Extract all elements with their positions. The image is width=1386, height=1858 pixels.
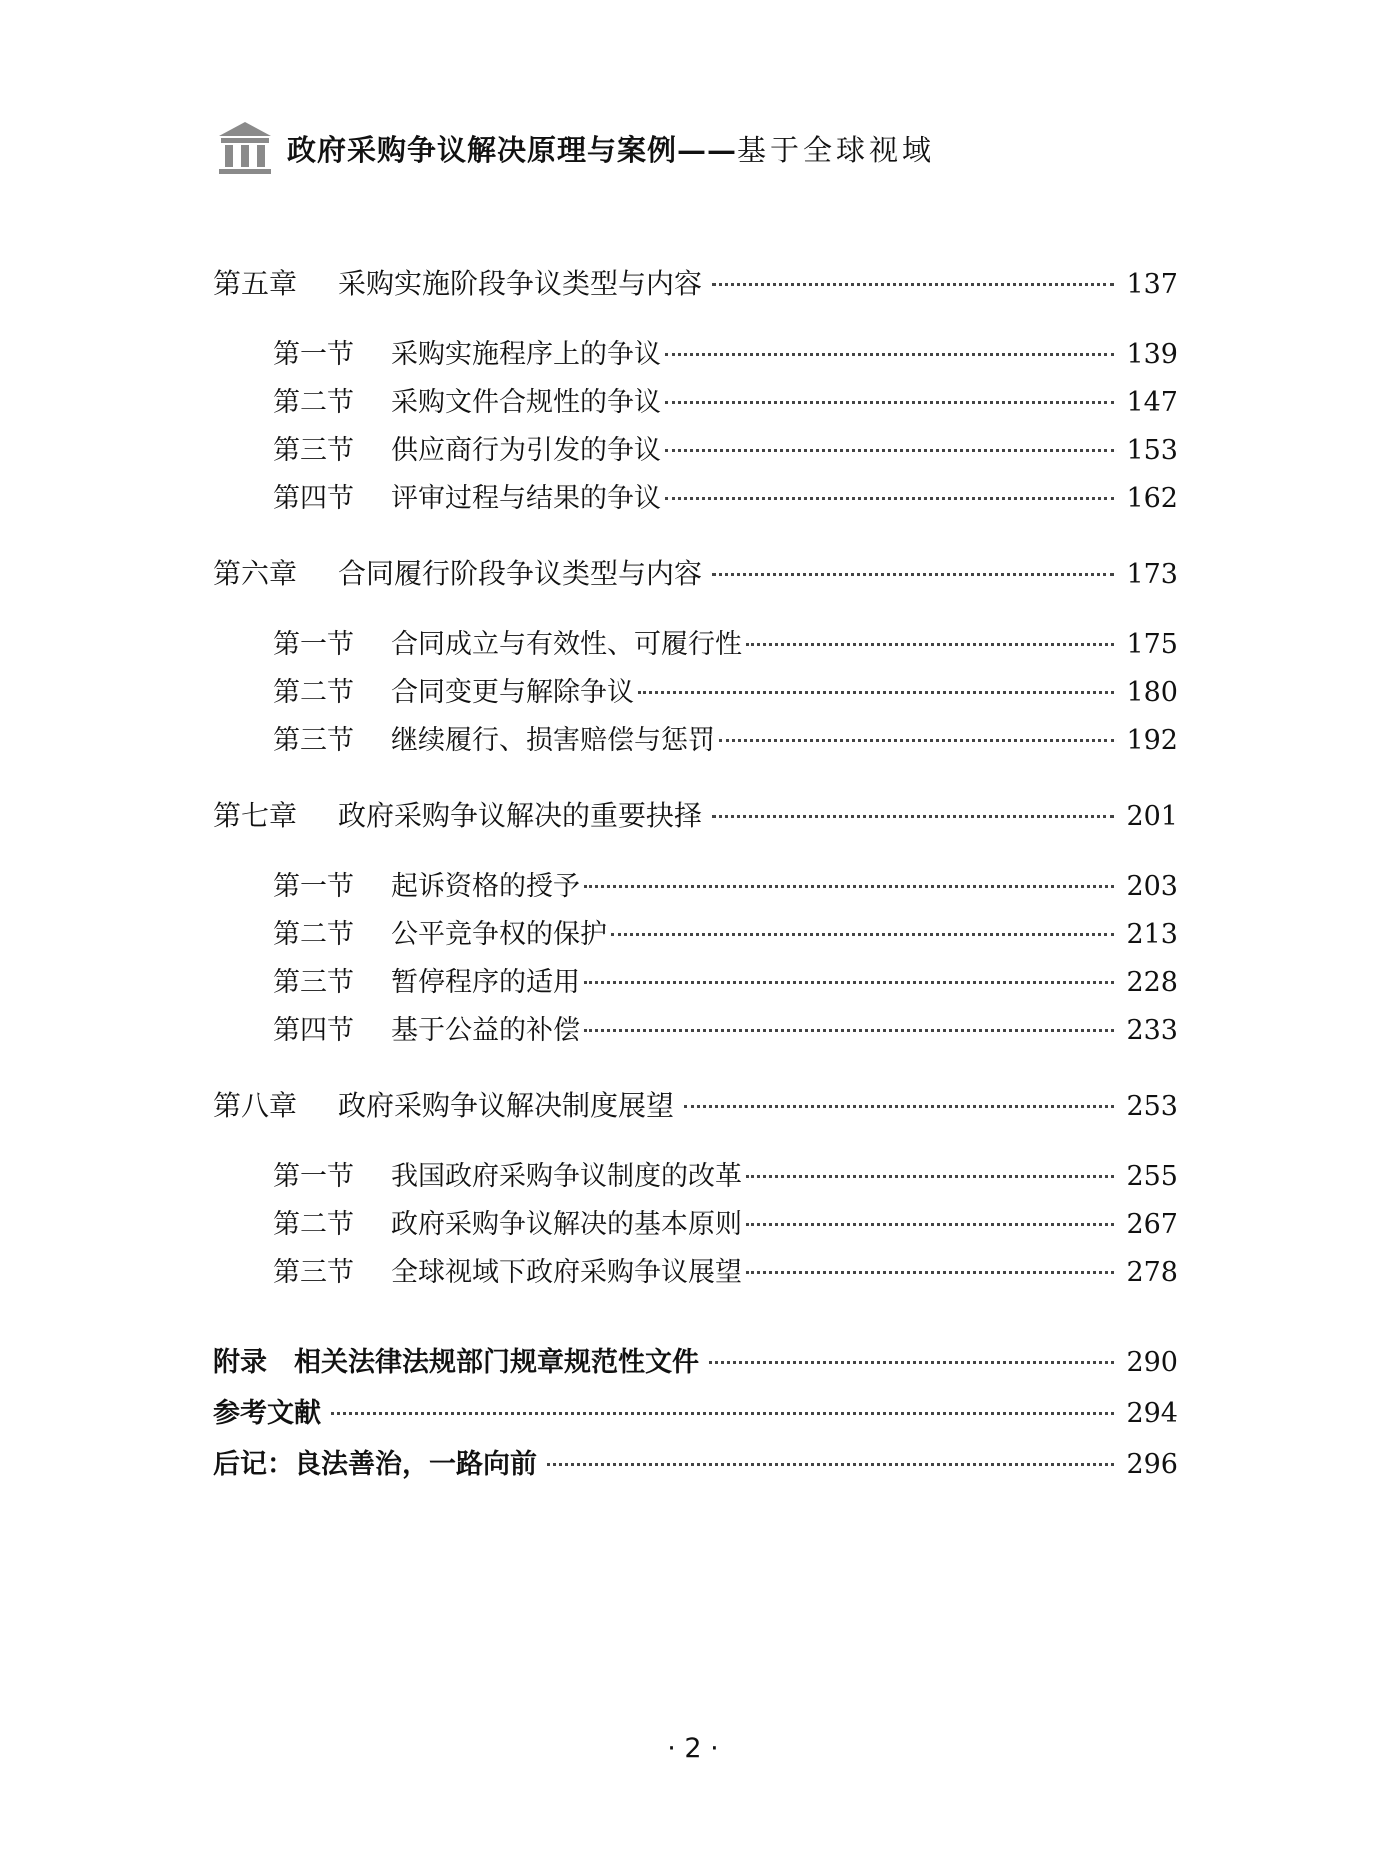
toc-entry-page-number: 253	[1126, 1091, 1178, 1122]
toc-entry-page-number: 137	[1126, 269, 1178, 300]
toc-entry-label: 第七章	[213, 799, 298, 832]
toc-entry-label: 第六章	[213, 557, 298, 590]
toc-entry-section	[273, 1250, 1178, 1290]
toc-dot-leader	[611, 932, 1114, 936]
toc-entry-label: 第四节	[273, 483, 354, 514]
toc-dot-leader	[746, 1270, 1114, 1274]
toc-entry-appendix	[213, 1442, 1178, 1482]
toc-entry-title: 合同成立与有效性、可履行性	[391, 629, 742, 660]
toc-entry-page-number: 162	[1126, 483, 1178, 514]
toc-entry-page-number: 139	[1126, 339, 1178, 370]
toc-entry-label: 第五章	[213, 267, 298, 300]
toc-entry-chapter	[213, 552, 1178, 592]
toc-entry-title: 基于公益的补偿	[391, 1015, 580, 1046]
toc-entry-label: 第二节	[273, 677, 354, 708]
toc-entry-page-number: 175	[1126, 629, 1178, 660]
toc-entry-appendix	[213, 1391, 1178, 1431]
toc-entry-page-number: 173	[1126, 559, 1178, 590]
toc-dot-leader	[746, 1174, 1114, 1178]
toc-entry-section	[273, 718, 1178, 758]
toc-entry-page-number: 201	[1126, 801, 1178, 832]
toc-entry-page-number: 192	[1126, 725, 1178, 756]
toc-entry-page-number: 294	[1126, 1398, 1178, 1429]
toc-entry-label: 第一节	[273, 339, 354, 370]
toc-dot-leader	[665, 496, 1114, 500]
toc-entry-label: 第一节	[273, 629, 354, 660]
toc-entry-page-number: 278	[1126, 1257, 1178, 1288]
toc-entry-chapter	[213, 794, 1178, 834]
toc-dot-leader	[709, 1360, 1114, 1364]
toc-entry-section	[273, 960, 1178, 1000]
toc-entry-label: 第二节	[273, 1209, 354, 1240]
toc-entry-label: 第一节	[273, 1161, 354, 1192]
toc-entry-section	[273, 670, 1178, 710]
toc-dot-leader	[584, 1028, 1114, 1032]
toc-dot-leader	[638, 690, 1114, 694]
toc-entry-page-number: 228	[1126, 967, 1178, 998]
toc-entry-page-number: 255	[1126, 1161, 1178, 1192]
toc-dot-leader	[712, 814, 1114, 818]
toc-entry-page-number: 153	[1126, 435, 1178, 466]
toc-entry-chapter	[213, 1084, 1178, 1124]
toc-entry-section	[273, 912, 1178, 952]
toc-dot-leader	[584, 980, 1114, 984]
toc-entry-title: 继续履行、损害赔偿与惩罚	[391, 725, 715, 756]
toc-entry-section	[273, 622, 1178, 662]
toc-entry-title: 公平竞争权的保护	[391, 919, 607, 950]
header-book-title: 政府采购争议解决原理与案例——	[287, 132, 738, 167]
toc-entry-title: 附录 相关法律法规部门规章规范性文件	[213, 1347, 699, 1378]
toc-entry-title: 供应商行为引发的争议	[391, 435, 661, 466]
toc-entry-page-number: 147	[1126, 387, 1178, 418]
toc-dot-leader	[331, 1411, 1114, 1415]
toc-entry-title: 后记：良法善治，一路向前	[213, 1449, 537, 1480]
toc-dot-leader	[584, 884, 1114, 888]
toc-entry-title: 政府采购争议解决的基本原则	[391, 1209, 742, 1240]
toc-entry-title: 暂停程序的适用	[391, 967, 580, 998]
toc-entry-section	[273, 1008, 1178, 1048]
toc-entry-label: 第三节	[273, 435, 354, 466]
toc-entry-title: 政府采购争议解决制度展望	[338, 1089, 675, 1122]
toc-entry-label: 第三节	[273, 1257, 354, 1288]
toc-dot-leader	[746, 1222, 1114, 1226]
toc-entry-page-number: 267	[1126, 1209, 1178, 1240]
toc-dot-leader	[684, 1104, 1114, 1108]
toc-entry-page-number: 213	[1126, 919, 1178, 950]
toc-entry-page-number: 203	[1126, 871, 1178, 902]
toc-entry-section	[273, 476, 1178, 516]
toc-entry-title: 合同变更与解除争议	[391, 677, 634, 708]
toc-entry-label: 第一节	[273, 871, 354, 902]
toc-dot-leader	[665, 352, 1114, 356]
toc-entry-title: 评审过程与结果的争议	[391, 483, 661, 514]
toc-dot-leader	[665, 448, 1114, 452]
toc-entry-section	[273, 864, 1178, 904]
toc-entry-title: 起诉资格的授予	[391, 871, 580, 902]
toc-entry-title: 参考文献	[213, 1398, 321, 1429]
toc-dot-leader	[712, 572, 1114, 576]
toc-entry-section	[273, 332, 1178, 372]
toc-entry-page-number: 296	[1126, 1449, 1178, 1480]
toc-entry-appendix	[213, 1340, 1178, 1380]
toc-dot-leader	[719, 738, 1114, 742]
page-number: · 2 ·	[667, 1733, 719, 1764]
toc-entry-title: 全球视域下政府采购争议展望	[391, 1257, 742, 1288]
header-book-subtitle: 基于全球视域	[737, 132, 936, 167]
toc-entry-title: 采购实施程序上的争议	[391, 339, 661, 370]
toc-entry-title: 合同履行阶段争议类型与内容	[338, 557, 703, 590]
toc-dot-leader	[665, 400, 1114, 404]
toc-dot-leader	[746, 642, 1114, 646]
toc-entry-title: 我国政府采购争议制度的改革	[391, 1161, 742, 1192]
toc-entry-chapter	[213, 262, 1178, 302]
toc-dot-leader	[547, 1462, 1114, 1466]
toc-entry-label: 第二节	[273, 387, 354, 418]
toc-entry-section	[273, 1202, 1178, 1242]
toc-entry-title: 采购文件合规性的争议	[391, 387, 661, 418]
toc-entry-section	[273, 380, 1178, 420]
toc-entry-page-number: 290	[1126, 1347, 1178, 1378]
toc-entry-label: 第三节	[273, 725, 354, 756]
toc-entry-section	[273, 428, 1178, 468]
toc-entry-title: 采购实施阶段争议类型与内容	[338, 267, 703, 300]
toc-entry-page-number: 180	[1126, 677, 1178, 708]
toc-entry-title: 政府采购争议解决的重要抉择	[338, 799, 703, 832]
toc-entry-label: 第三节	[273, 967, 354, 998]
toc-entry-label: 第二节	[273, 919, 354, 950]
toc-entry-page-number: 233	[1126, 1015, 1178, 1046]
toc-dot-leader	[712, 282, 1114, 286]
toc-entry-label: 第四节	[273, 1015, 354, 1046]
toc-entry-label: 第八章	[213, 1089, 298, 1122]
toc-entry-section	[273, 1154, 1178, 1194]
